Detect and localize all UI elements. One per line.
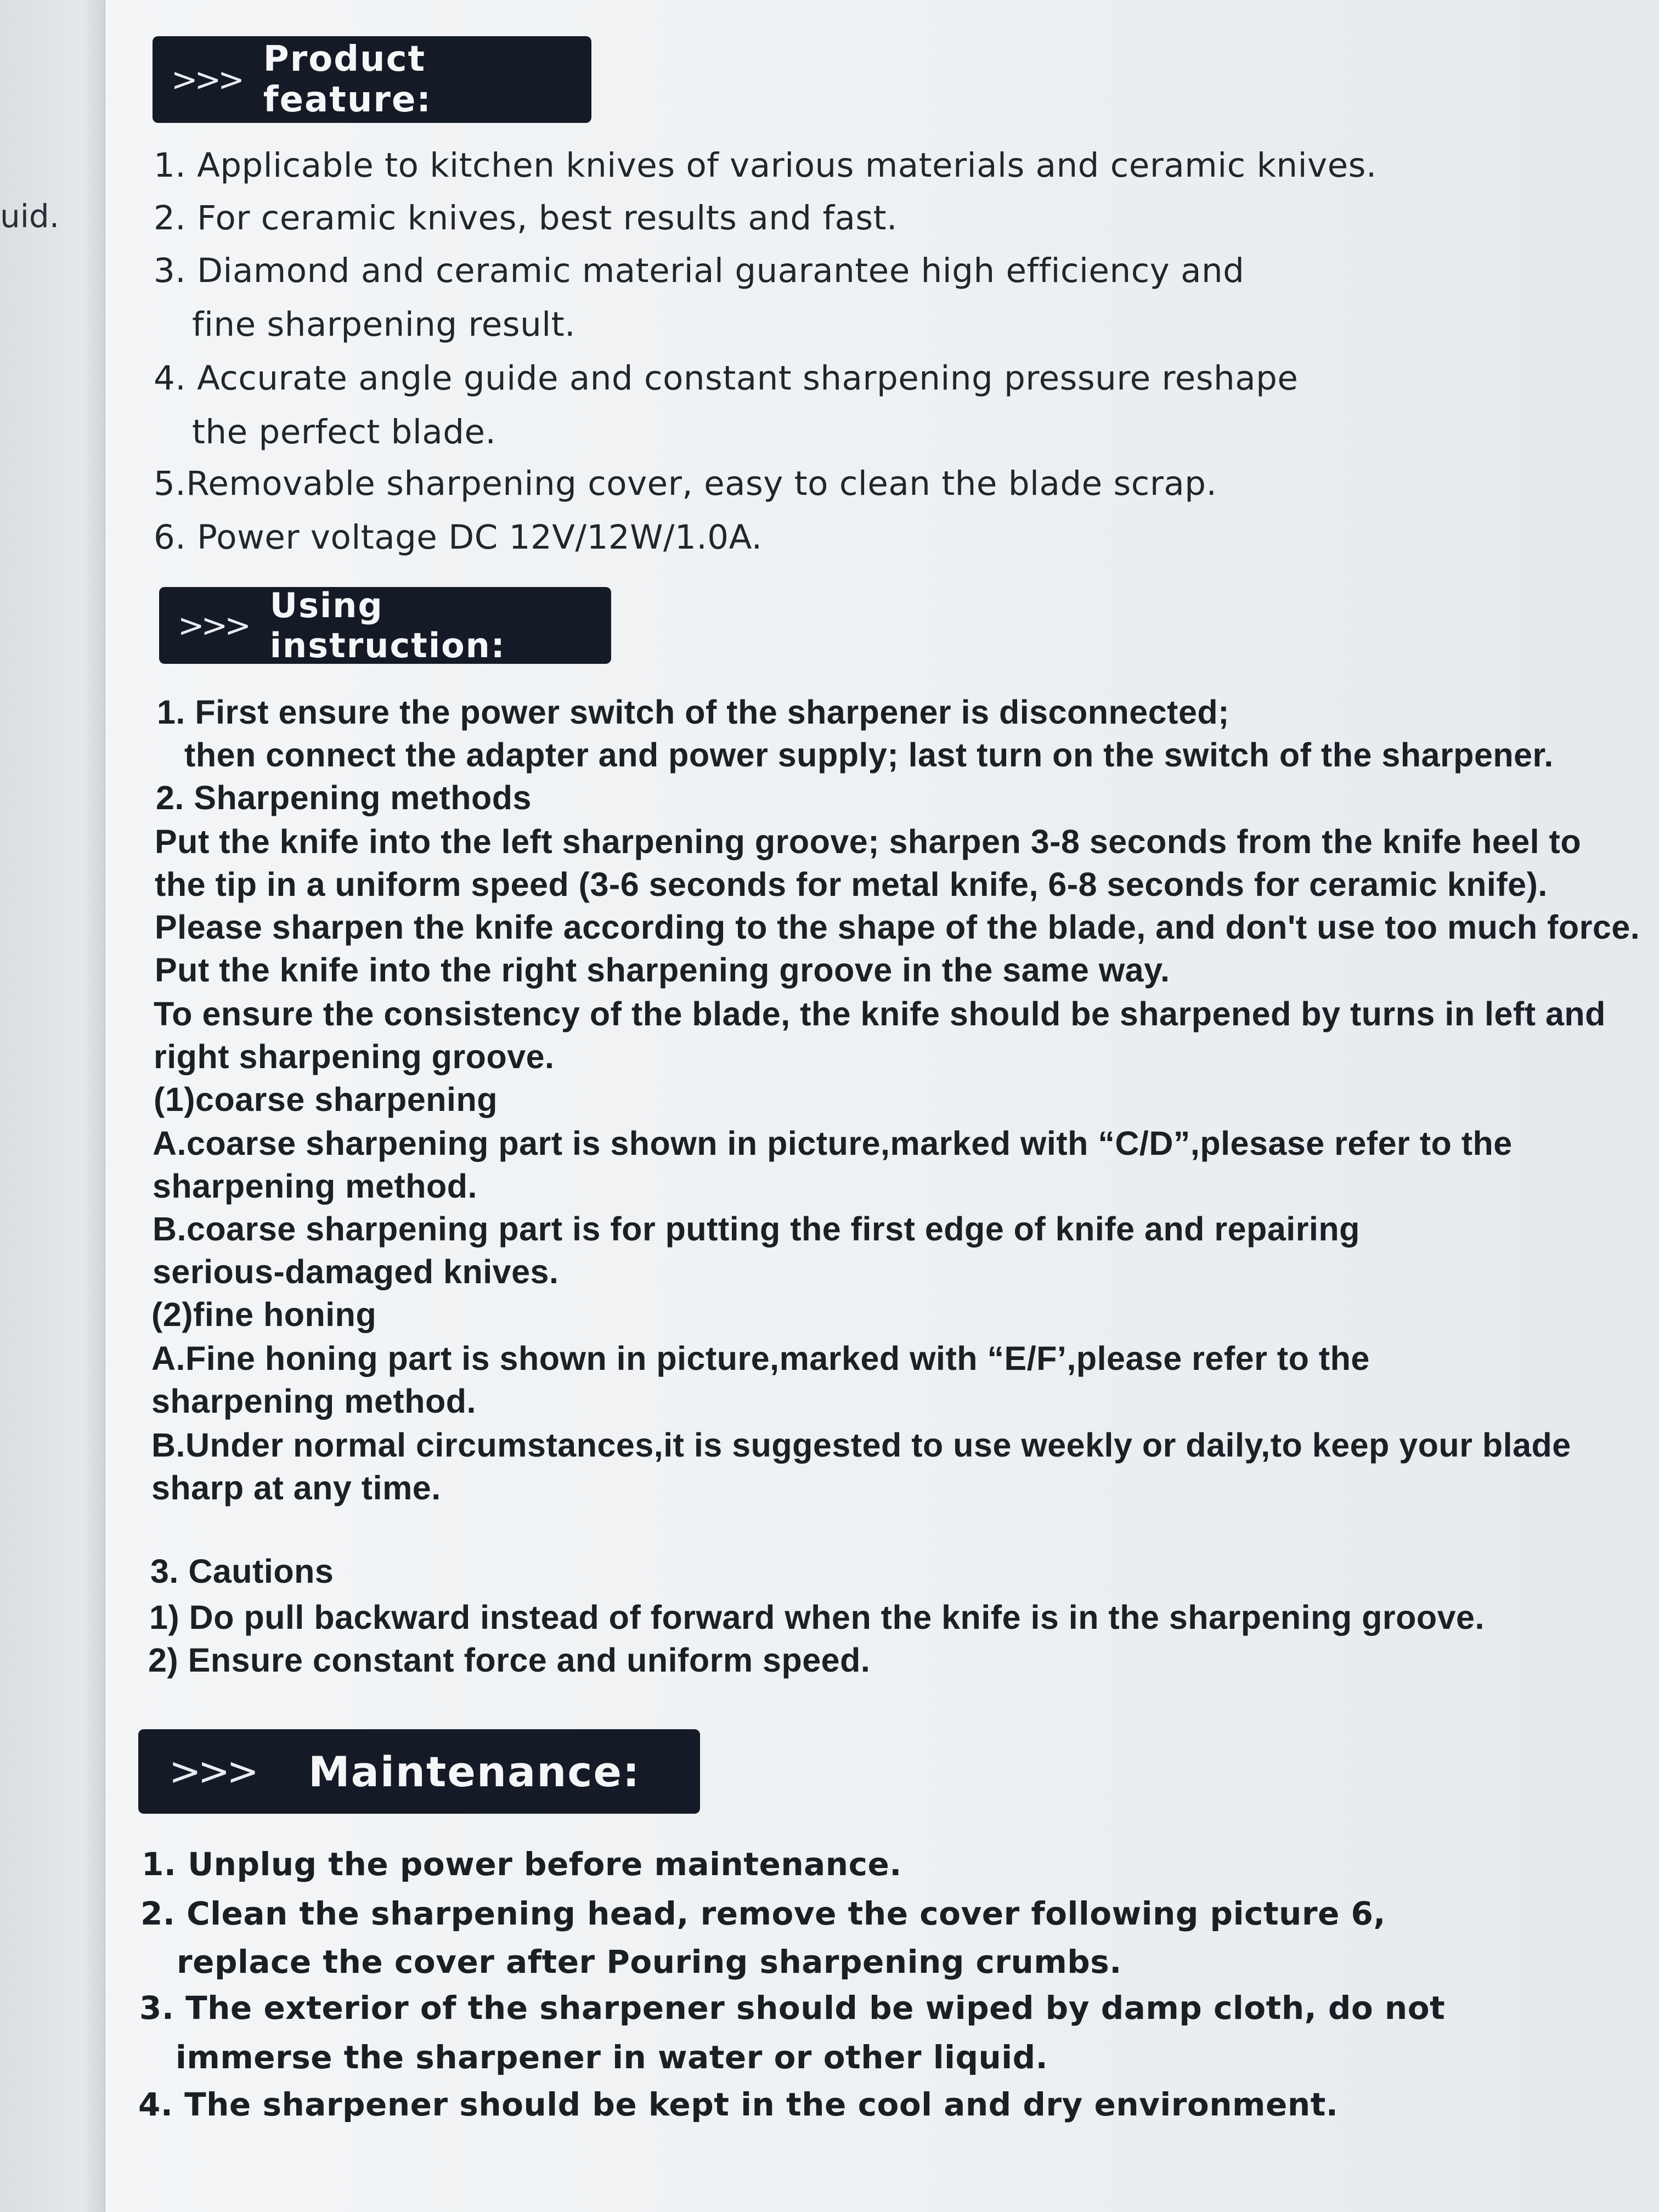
feature-line: 6. Power voltage DC 12V/12W/1.0A. [154, 518, 763, 557]
maintenance-title: Maintenance: [308, 1747, 641, 1796]
maintenance-line: replace the cover after Pouring sharpening crumbs. [177, 1943, 1122, 1980]
using-instruction-header [159, 587, 611, 664]
instruction-line: sharpening method. [153, 1167, 477, 1205]
chevron-right-icon: >>> [178, 607, 248, 644]
feature-line: the perfect blade. [192, 413, 496, 452]
instruction-line: 1) Do pull backward instead of forward when the knife is in the sharpening groove. [149, 1599, 1485, 1636]
instruction-line: 3. Cautions [150, 1553, 334, 1590]
instruction-line: Please sharpen the knife according to the shape of the blade, and don't use too much force. [155, 909, 1640, 946]
instruction-line: then connect the adapter and power supply; last turn on the switch of the sharpener. [184, 736, 1554, 774]
product-feature-header [153, 36, 591, 123]
instruction-line: 2. Sharpening methods [156, 779, 532, 816]
feature-line: 2. For ceramic knives, best results and fast. [154, 199, 898, 238]
feature-line: 4. Accurate angle guide and constant sharpening pressure reshape [154, 359, 1299, 398]
instruction-line: sharp at any time. [151, 1469, 441, 1506]
maintenance-header [138, 1729, 700, 1814]
instruction-line: B.Under normal circumstances,it is suggested to use weekly or daily,to keep your blade [151, 1426, 1571, 1464]
instruction-line: right sharpening groove. [154, 1038, 555, 1075]
feature-line: 3. Diamond and ceramic material guarantee high efficiency and [154, 251, 1245, 290]
instruction-line: (2)fine honing [151, 1296, 377, 1333]
maintenance-line: immerse the sharpener in water or other liquid. [176, 2039, 1048, 2076]
maintenance-line: 3. The exterior of the sharpener should be wiped by damp cloth, do not [139, 1989, 1446, 2027]
instruction-line: serious-damaged knives. [153, 1253, 559, 1290]
instruction-line: (1)coarse sharpening [154, 1081, 498, 1118]
maintenance-line: 2. Clean the sharpening head, remove the cover following picture 6, [140, 1895, 1386, 1932]
instruction-line: Put the knife into the right sharpening groove in the same way. [155, 951, 1170, 989]
previous-page-text-fragment: uid. [0, 198, 60, 235]
instruction-line: A.Fine honing part is shown in picture,marked with “E/F’,please refer to the [151, 1340, 1370, 1377]
instruction-line: 2) Ensure constant force and uniform speed. [148, 1641, 871, 1679]
product-feature-title: Product feature: [263, 39, 432, 120]
instruction-line: 1. First ensure the power switch of the sharpener is disconnected; [157, 693, 1229, 731]
instruction-line: the tip in a uniform speed (3-6 seconds for metal knife, 6-8 seconds for ceramic knife). [155, 866, 1548, 903]
using-instruction-title: Using instruction: [269, 585, 506, 665]
instruction-line: Put the knife into the left sharpening groove; sharpen 3-8 seconds from the knife heel to [155, 823, 1582, 860]
instruction-line: To ensure the consistency of the blade, the knife should be sharpened by turns in left and [154, 995, 1606, 1032]
feature-line: 5.Removable sharpening cover, easy to clean the blade scrap. [154, 464, 1217, 503]
maintenance-line: 1. Unplug the power before maintenance. [142, 1846, 902, 1883]
instruction-line: A.coarse sharpening part is shown in picture,marked with “C/D”,plesase refer to the [153, 1125, 1513, 1162]
chevron-right-icon: >>> [169, 1749, 256, 1794]
feature-line: fine sharpening result. [192, 305, 576, 344]
instruction-line: B.coarse sharpening part is for putting the first edge of knife and repairing [153, 1210, 1360, 1248]
chevron-right-icon: >>> [171, 61, 241, 98]
maintenance-line: 4. The sharpener should be kept in the cool and dry environment. [138, 2086, 1339, 2123]
instruction-line: sharpening method. [151, 1383, 476, 1420]
feature-line: 1. Applicable to kitchen knives of various materials and ceramic knives. [154, 146, 1377, 185]
